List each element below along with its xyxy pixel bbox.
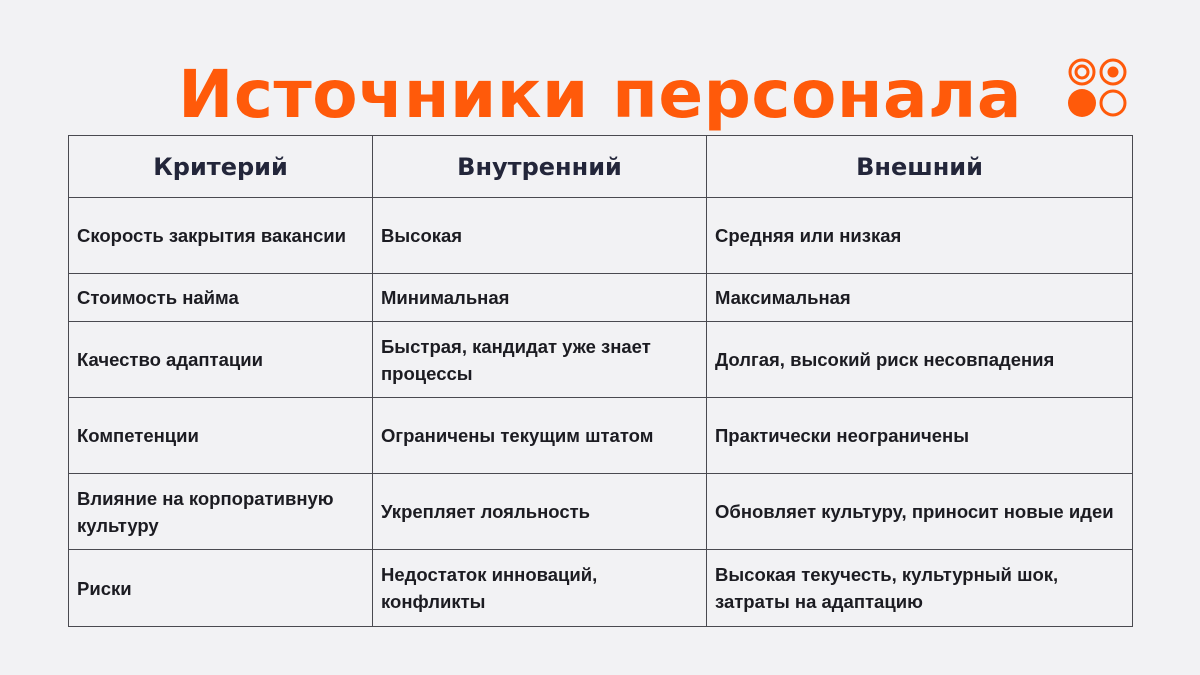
- header-internal: Внутренний: [373, 136, 707, 198]
- cell-external: Максимальная: [707, 274, 1133, 322]
- cell-internal: Недостаток инноваций, конфликты: [373, 550, 707, 627]
- cell-external: Долгая, высокий риск несовпадения: [707, 322, 1133, 398]
- page-title: Источники персонала: [178, 56, 1022, 133]
- cell-criterion: Качество адаптации: [69, 322, 373, 398]
- cell-internal: Быстрая, кандидат уже знает процессы: [373, 322, 707, 398]
- table-row: [69, 550, 1133, 627]
- table-row: [69, 198, 1133, 274]
- cell-internal: Ограничены текущим штатом: [373, 398, 707, 474]
- four-circles-logo-icon: [1066, 56, 1130, 120]
- table-row: [69, 398, 1133, 474]
- cell-criterion: Риски: [69, 550, 373, 627]
- table-row: [69, 274, 1133, 322]
- cell-criterion: Компетенции: [69, 398, 373, 474]
- cell-criterion: Стоимость найма: [69, 274, 373, 322]
- comparison-table: [68, 135, 1133, 627]
- table-header-row: [69, 136, 1133, 198]
- cell-internal: Минимальная: [373, 274, 707, 322]
- cell-external: Высокая текучесть, культурный шок, затраты на адаптацию: [707, 550, 1133, 627]
- cell-external: Практически неограничены: [707, 398, 1133, 474]
- cell-external: Средняя или низкая: [707, 198, 1133, 274]
- cell-external: Обновляет культуру, приносит новые идеи: [707, 474, 1133, 550]
- table-row: [69, 322, 1133, 398]
- cell-internal: Укрепляет лояльность: [373, 474, 707, 550]
- cell-criterion: Скорость закрытия вакансии: [69, 198, 373, 274]
- header-criterion: Критерий: [69, 136, 373, 198]
- table-row: [69, 474, 1133, 550]
- header-external: Внешний: [707, 136, 1133, 198]
- cell-internal: Высокая: [373, 198, 707, 274]
- cell-criterion: Влияние на корпоративную культуру: [69, 474, 373, 550]
